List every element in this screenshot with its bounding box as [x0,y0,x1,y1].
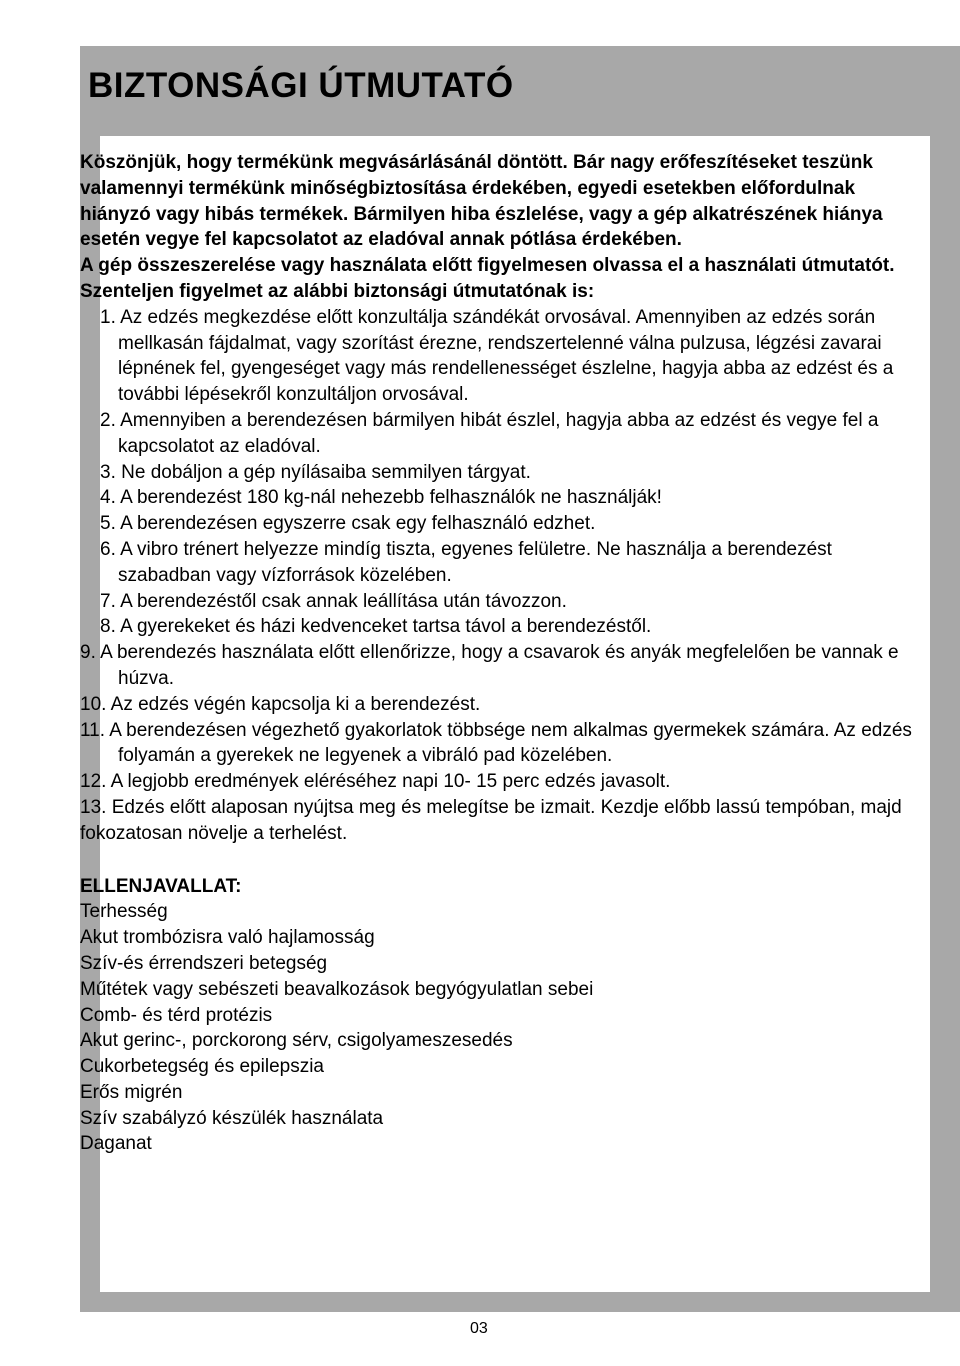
safety-rule: 12. A legjobb eredmények eléréséhez napi 10- 15 perc edzés javasolt. [80,771,671,793]
safety-rule: 4. A berendezést 180 kg-nál nehezebb felhasználók ne használják! [100,487,662,509]
frame-bottom-border [80,1292,950,1312]
intro-paragraph: Köszönjük, hogy termékünk megvásárlásánál döntött. Bár nagy erőfeszítéseket teszünk valamennyi termékünk minőségbiztosítása érdekében, egyedi esetekben előfordulnak hiányzó vagy hibás termékek. Bármilyen hiba észlelése, vagy a gép alkatrészének hiánya esetén vegye fel kapcsolatot az eladóval annak pótlása érdekében. [80,152,883,251]
contraindication-item: Comb- és térd protézis [80,1004,273,1026]
contraindication-item: Terhesség [80,901,168,923]
contraindication-item: Szív szabályzó készülék használata [80,1107,384,1129]
intro-paragraph: A gép összeszerelése vagy használata előtt figyelmesen olvassa el a használati útmutatót. Szenteljen figyelmet az alábbi biztonsági útmutatónak is: [80,255,895,302]
safety-rule: 10. Az edzés végén kapcsolja ki a berendezést. [80,693,481,715]
frame-right-border [930,46,960,1312]
contraindications-list [80,899,930,1157]
safety-rule: 2. Amennyiben a berendezésen bármilyen hibát észlel, hagyja abba az edzést és vegye fel a kapcsolatot az eladóval. [100,409,879,457]
document-body [80,150,930,1157]
safety-rule: 9. A berendezés használata előtt ellenőrizze, hogy a csavarok és anyák megfelelően be vannak e húzva. [80,642,899,689]
contraindication-item: Műtétek vagy sebészeti beavalkozások begyógyulatlan sebei [80,978,594,1000]
contraindication-item: Akut gerinc-, porckorong sérv, csigolyameszesedés [80,1030,513,1052]
safety-rule: 13. Edzés előtt alaposan nyújtsa meg és melegítse be izmait. Kezdje előbb lassú tempóban, majd fokozatosan növelje a terhelést. [80,796,902,844]
safety-rule: 11. A berendezésen végezhető gyakorlatok többsége nem alkalmas gyermekek számára. Az edzés folyamán a gyerekek ne legyenek a vibráló pad közelében. [80,719,912,767]
contraindication-item: Szív-és érrendszeri betegség [80,952,328,974]
contraindication-item: Akut trombózisra való hajlamosság [80,927,375,949]
contraindications-section [80,874,930,1158]
contraindications-heading: ELLENJAVALLAT: [80,875,242,897]
intro-section [80,150,930,305]
safety-rule: 1. Az edzés megkezdése előtt konzultálja szándékát orvosával. Amennyiben az edzés során mellkasán fájdalmat, vagy szorítást érezne, rendszertelenné válna pulzusa, légzési zavarai lépnének fel, gyengeséget vagy más rendellenességet észlelne, hagyja abba az edzést és a további lépésekről konzultáljon orvosával. [100,306,894,406]
safety-rule: 7. A berendezéstől csak annak leállítása után távozzon. [100,590,567,612]
safety-rule: 5. A berendezésen egyszerre csak egy felhasználó edzhet. [100,513,596,535]
contraindication-item: Cukorbetegség és epilepszia [80,1056,324,1078]
contraindication-item: Daganat [80,1133,152,1155]
page-title: BIZTONSÁGI ÚTMUTATÓ [88,66,514,105]
safety-rule: 8. A gyerekeket és házi kedvenceket tartsa távol a berendezéstől. [100,616,652,638]
safety-rule: 6. A vibro trénert helyezze mindíg tiszta, egyenes felületre. Ne használja a berendezést szabadban vagy vízforrások közelében. [100,538,832,586]
contraindication-item: Erős migrén [80,1081,183,1103]
page-number: 03 [470,1320,488,1337]
safety-rules-list [80,305,930,847]
safety-rule: 3. Ne dobáljon a gép nyílásaiba semmilyen tárgyat. [100,461,531,483]
